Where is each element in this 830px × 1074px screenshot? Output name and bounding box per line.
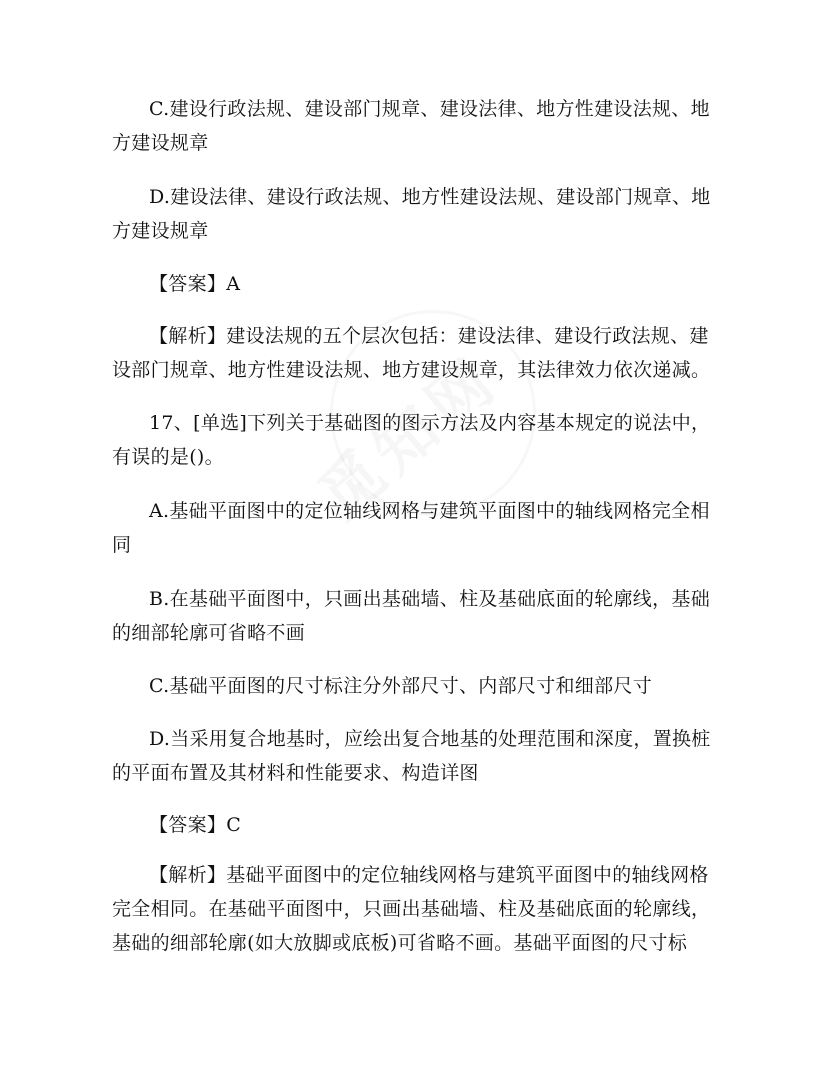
option-c-q16: C.建设行政法规、建设部门规章、建设法律、地方性建设法规、地方建设规章 bbox=[112, 98, 710, 154]
answer-q17: 【答案】C bbox=[149, 814, 242, 836]
option-a-q17: A.基础平面图中的定位轴线网格与建筑平面图中的轴线网格完全相同 bbox=[112, 500, 710, 556]
option-b-q17: B.在基础平面图中，只画出基础墙、柱及基础底面的轮廓线，基础的细部轮廓可省略不画 bbox=[112, 588, 711, 644]
analysis-q16: 【解析】建设法规的五个层次包括：建设法律、建设行政法规、建设部门规章、地方性建设法规、地方建设规章，其法律效力依次递减。 bbox=[112, 325, 711, 381]
analysis-q17: 【解析】基础平面图中的定位轴线网格与建筑平面图中的轴线网格完全相同。在基础平面图中，只画出基础墙、柱及基础底面的轮廓线，基础的细部轮廓(如大放脚或底板)可省略不画。基础平面图的尺寸标 bbox=[112, 864, 711, 954]
question-17: 17、[单选]下列关于基础图的图示方法及内容基本规定的说法中，有误的是()。 bbox=[112, 412, 711, 468]
answer-q16: 【答案】A bbox=[149, 273, 241, 295]
option-c-q17: C.基础平面图的尺寸标注分外部尺寸、内部尺寸和细部尺寸 bbox=[149, 675, 653, 697]
option-d-q17: D.当采用复合地基时，应绘出复合地基的处理范围和深度，置换桩的平面布置及其材料和性能要求、构造详图 bbox=[112, 728, 711, 784]
option-d-q16: D.建设法律、建设行政法规、地方性建设法规、建设部门规章、地方建设规章 bbox=[112, 186, 711, 242]
